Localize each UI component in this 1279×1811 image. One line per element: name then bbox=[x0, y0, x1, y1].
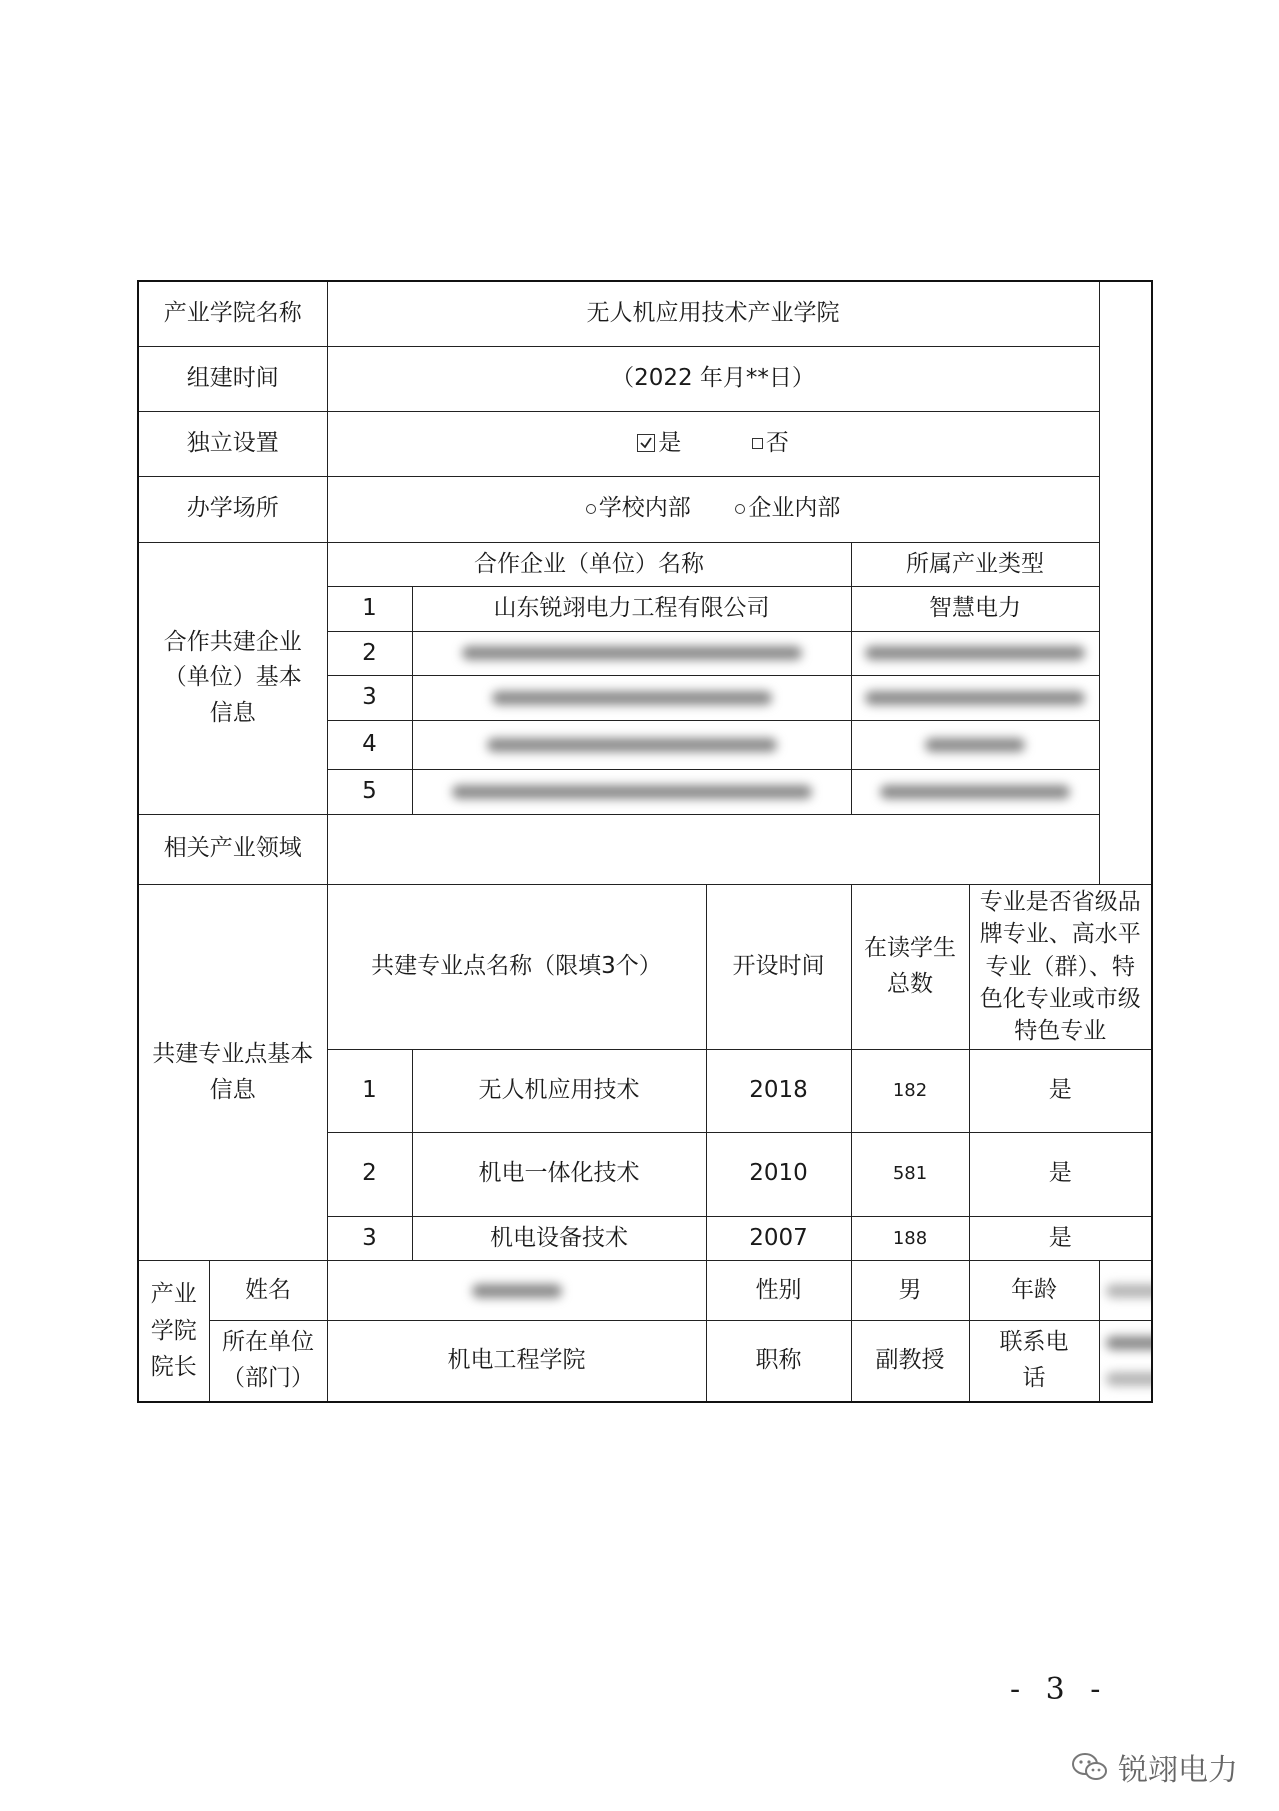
major-col-students: 在读学生总数 bbox=[851, 884, 969, 1049]
radio-icon[interactable] bbox=[586, 504, 596, 514]
dean-unit-label: 所在单位（部门） bbox=[209, 1321, 327, 1402]
major-col-year: 开设时间 bbox=[706, 884, 851, 1049]
partner-name-redacted bbox=[412, 770, 851, 815]
site-option-enterprise: 企业内部 bbox=[748, 495, 841, 522]
dean-gender: 男 bbox=[851, 1261, 969, 1321]
dean-title: 副教授 bbox=[851, 1321, 969, 1402]
row-college-name bbox=[138, 281, 1152, 346]
page-number: - 3 - bbox=[1010, 1672, 1109, 1707]
dean-name-label: 姓名 bbox=[209, 1261, 327, 1321]
application-form-table bbox=[137, 280, 1153, 1403]
major-name: 无人机应用技术 bbox=[412, 1049, 706, 1132]
partner-type-redacted bbox=[851, 770, 1099, 815]
dean-row-2 bbox=[138, 1321, 1152, 1402]
dean-name-redacted bbox=[327, 1261, 706, 1321]
major-col-brand: 专业是否省级品牌专业、高水平专业（群）、特色化专业或市级特色专业 bbox=[969, 884, 1152, 1049]
founded-label: 组建时间 bbox=[138, 346, 327, 411]
partner-type-redacted bbox=[851, 721, 1099, 770]
founded-value: （2022 年月**日） bbox=[327, 346, 1099, 411]
site-option-school: 学校内部 bbox=[598, 495, 691, 522]
watermark-text: 锐翊电力 bbox=[1118, 1753, 1238, 1788]
partner-type: 智慧电力 bbox=[851, 587, 1099, 632]
major-col-name: 共建专业点名称（限填3个） bbox=[327, 884, 706, 1049]
partner-type-redacted bbox=[851, 676, 1099, 721]
college-name-value: 无人机应用技术产业学院 bbox=[327, 281, 1099, 346]
major-year: 2010 bbox=[706, 1132, 851, 1216]
row-partner-header bbox=[138, 542, 1152, 587]
independent-options bbox=[327, 411, 1099, 476]
dean-unit: 机电工程学院 bbox=[327, 1321, 706, 1402]
row-independent bbox=[138, 411, 1152, 476]
dean-gender-label: 性别 bbox=[706, 1261, 851, 1321]
majors-label: 共建专业点基本信息 bbox=[138, 884, 327, 1261]
partner-name-redacted bbox=[412, 631, 851, 676]
checked-box-icon[interactable] bbox=[637, 434, 655, 452]
partner-name: 山东锐翊电力工程有限公司 bbox=[412, 587, 851, 632]
row-industry-field bbox=[138, 814, 1152, 884]
major-brand: 是 bbox=[969, 1049, 1152, 1132]
partner-col-type: 所属产业类型 bbox=[851, 542, 1099, 587]
major-brand: 是 bbox=[969, 1132, 1152, 1216]
college-name-label: 产业学院名称 bbox=[138, 281, 327, 346]
dean-label: 产业学院院长 bbox=[138, 1261, 209, 1402]
partner-no: 2 bbox=[327, 631, 412, 676]
major-no: 2 bbox=[327, 1132, 412, 1216]
major-students: 581 bbox=[851, 1132, 969, 1216]
row-founded bbox=[138, 346, 1152, 411]
major-name: 机电设备技术 bbox=[412, 1216, 706, 1261]
partner-name-redacted bbox=[412, 676, 851, 721]
row-site bbox=[138, 476, 1152, 542]
partner-no: 4 bbox=[327, 721, 412, 770]
partner-col-name: 合作企业（单位）名称 bbox=[327, 542, 851, 587]
partner-type-redacted bbox=[851, 631, 1099, 676]
industry-field-value bbox=[327, 814, 1099, 884]
major-no: 1 bbox=[327, 1049, 412, 1132]
independent-yes-label: 是 bbox=[658, 429, 682, 456]
independent-label: 独立设置 bbox=[138, 411, 327, 476]
partners-label: 合作共建企业（单位）基本信息 bbox=[138, 542, 327, 814]
dean-phone-label: 联系电话 bbox=[969, 1321, 1099, 1402]
partner-no: 3 bbox=[327, 676, 412, 721]
row-major-header bbox=[138, 884, 1152, 1049]
major-students: 188 bbox=[851, 1216, 969, 1261]
radio-icon[interactable] bbox=[735, 504, 745, 514]
major-no: 3 bbox=[327, 1216, 412, 1261]
industry-field-label: 相关产业领域 bbox=[138, 814, 327, 884]
major-name: 机电一体化技术 bbox=[412, 1132, 706, 1216]
partner-name-redacted bbox=[412, 721, 851, 770]
dean-age-redacted bbox=[1099, 1261, 1152, 1321]
unchecked-box-icon[interactable] bbox=[752, 438, 763, 449]
dean-title-label: 职称 bbox=[706, 1321, 851, 1402]
major-year: 2018 bbox=[706, 1049, 851, 1132]
partner-no: 5 bbox=[327, 770, 412, 815]
wechat-icon bbox=[1070, 1752, 1110, 1782]
dean-age-label: 年龄 bbox=[969, 1261, 1099, 1321]
major-students: 182 bbox=[851, 1049, 969, 1132]
dean-row-1 bbox=[138, 1261, 1152, 1321]
partner-no: 1 bbox=[327, 587, 412, 632]
independent-no-label: 否 bbox=[765, 429, 789, 456]
site-options bbox=[327, 476, 1099, 542]
major-brand: 是 bbox=[969, 1216, 1152, 1261]
wechat-watermark bbox=[1070, 1745, 1238, 1789]
major-year: 2007 bbox=[706, 1216, 851, 1261]
site-label: 办学场所 bbox=[138, 476, 327, 542]
dean-phone-redacted bbox=[1099, 1321, 1152, 1402]
